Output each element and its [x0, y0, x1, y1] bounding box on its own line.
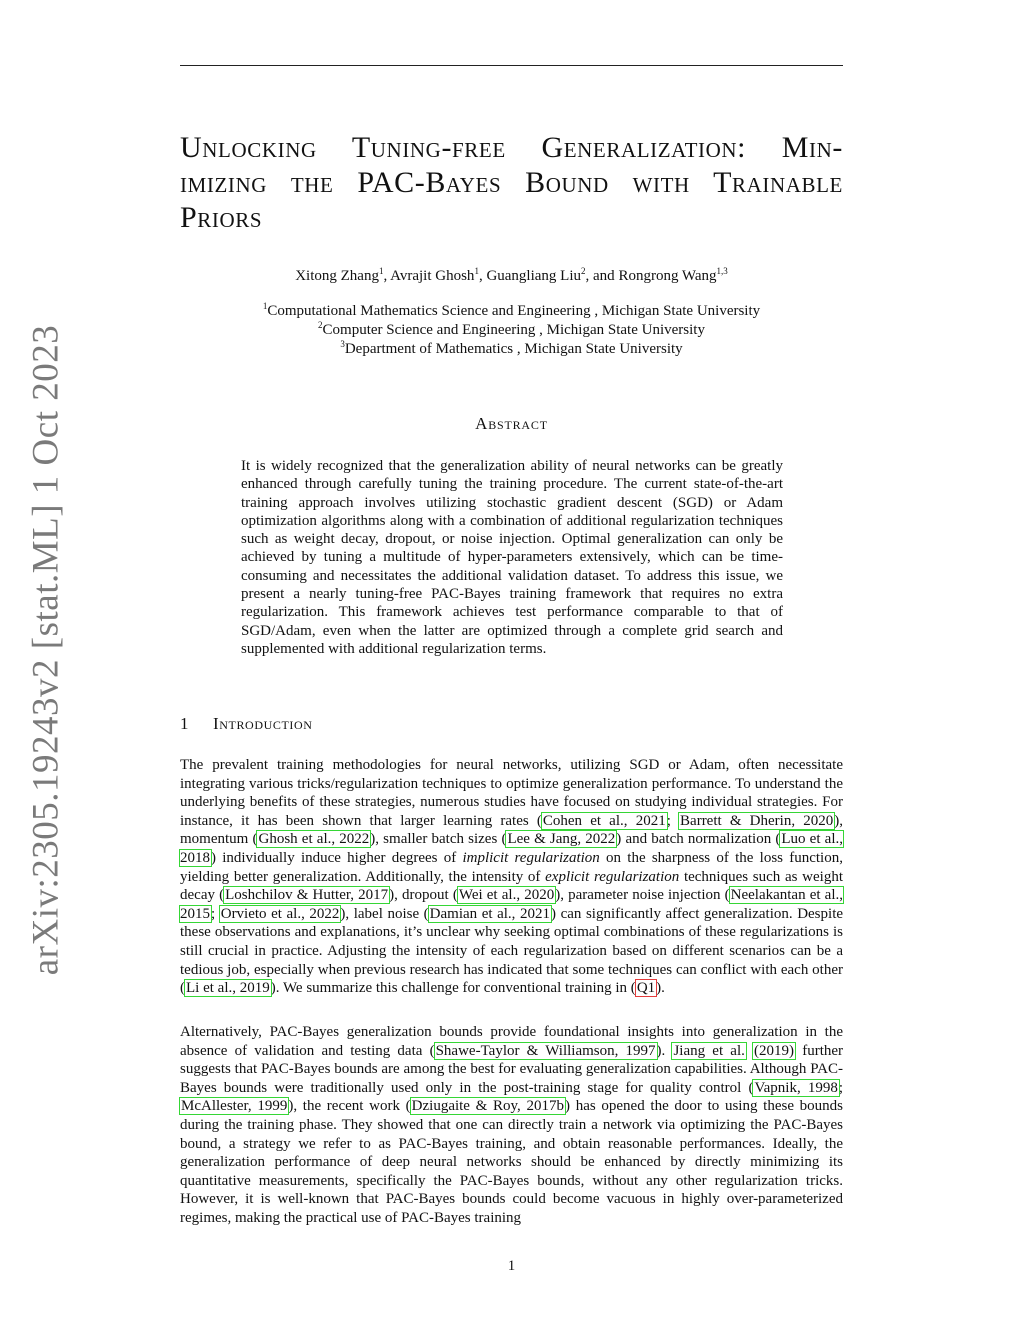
section-heading [180, 714, 843, 734]
citation-link[interactable]: Lee & Jang, 2022 [507, 831, 616, 848]
author-name: Xitong Zhang [295, 268, 379, 284]
emphasis: explicit regularization [545, 868, 680, 885]
citation-link[interactable]: Neelakantan et al., 2015 [180, 887, 844, 922]
author-affil-sup: 1 [378, 266, 384, 276]
title-line-2: imizing the PAC-Bayes Bound with Trainable [180, 166, 843, 199]
citation-link[interactable]: (2019) [754, 1042, 795, 1059]
affiliation: $^2$Computer Science and Engineering , Michigan State University [318, 320, 705, 338]
equation-ref-link[interactable]: Q1 [636, 980, 656, 997]
citation-link[interactable]: Damian et al., 2021 [429, 905, 551, 922]
citation-link[interactable]: Li et al., 2019 [186, 980, 270, 997]
citation-link[interactable]: McAllester, 1999 [181, 1098, 288, 1115]
citation-link[interactable]: Cohen et al., 2021 [542, 812, 666, 829]
citation-link[interactable]: Luo et al., 2018 [180, 831, 843, 866]
citation-link[interactable]: Wei et al., 2020 [458, 887, 555, 904]
affiliation: $^1$Computational Mathematics Science and Engineering , Michigan State University [262, 301, 761, 319]
paper-title [180, 130, 843, 235]
abstract-heading: Abstract [475, 414, 548, 433]
citation-link[interactable]: Ghosh et al., 2022 [258, 831, 370, 848]
citation-link[interactable]: Dziugaite & Roy, 2017b [411, 1098, 565, 1115]
section-title: Introduction [213, 714, 313, 733]
title-line-1: Unlocking Tuning-free Generalization: Min- [180, 131, 843, 164]
citation-link[interactable]: Loshchilov & Hutter, 2017 [225, 887, 389, 904]
citation-link[interactable]: Jiang et al. [673, 1042, 745, 1059]
section-number: 1 [180, 714, 190, 733]
author-name: Avrajit Ghosh [390, 268, 475, 284]
affiliation-list [180, 302, 843, 359]
page-number: 1 [507, 1258, 516, 1274]
affiliation: $^3$Department of Mathematics , Michigan State University [340, 339, 683, 357]
author-affil-sup: 1,3 [716, 266, 728, 276]
author-affil-sup: 2 [581, 266, 586, 276]
author-list: Xitong Zhang$^1$, Avrajit Ghosh$^1$, Guangliang Liu$^2$, and Rongrong Wang$^{1,3}$ [295, 266, 728, 284]
emphasis: implicit regularization [462, 849, 600, 866]
citation-link[interactable]: Shawe-Taylor & Williamson, 1997 [435, 1042, 656, 1059]
citation-link[interactable]: Orvieto et al., 2022 [220, 905, 340, 922]
author-affil-sup: 1 [474, 266, 479, 276]
citation-link[interactable]: Barrett & Dherin, 2020 [680, 812, 834, 829]
abstract-body: It is widely recognized that the generalization ability of neural networks can be greatly enhanced through carefully tuning the training procedure. The current state-of-the-art training approach involves utilizing stochastic gradient descent (SGD) or Adam optimization algorithms along with a combination of additional regularization techniques such as weight decay, dropout, or noise injection. Optimal generalization can only be achieved by tuning a multitude of hyper-parameters extensively, which can be time-consuming and necessitates the additional validation dataset. To address this issue, we present a nearly tuning-free PAC-Bayes training framework that requires no extra regularization. This framework achieves test performance comparable to that of SGD/Adam, even when the latter are optimized through a complete grid search and supplemented with additional regularization terms. [241, 458, 783, 657]
author-name: Guangliang Liu [486, 268, 582, 284]
arxiv-stamp: arXiv:2305.19243v2 [stat.ML] 1 Oct 2023 [25, 324, 67, 976]
title-line-3: Priors [180, 201, 263, 234]
author-name: Rongrong Wang [618, 268, 717, 284]
intro-paragraph-2: Alternatively, PAC-Bayes generalization bounds provide foundational insights into generalization in the absence of validation and testing data (Shawe-Taylor & Williamson, 1997). Jiang et al. (2019) further suggests that PAC-Bayes bounds are among the best for evaluating generalization capabilities. Although PAC-Bayes bounds were traditionally used only in the post-training stage for quality control (Vapnik, 1998; McAllester, 1999), the recent work (Dziugaite & Roy, 2017b) has opened the door to using these bounds during the training phase. They showed that one can directly train a network via optimizing the PAC-Bayes bound, a strategy we refer to as PAC-Bayes training, and obtain reasonable performances. Ideally, the generalization performance of deep neural networks should be enhanced by directly minimizing its quantitative measurements, specifically the PAC-Bayes bounds, without any other regularization tricks. However, it is well-known that PAC-Bayes bounds could become vacuous in highly over-parameterized regimes, making the practical use of PAC-Bayes training [180, 1024, 844, 1226]
top-rule [180, 65, 843, 66]
intro-paragraph-1: The prevalent training methodologies for neural networks, utilizing SGD or Adam, often necessitate integrating various tricks/regularization techniques to optimize generalization performance. To understand the underlying benefits of these strategies, numerous studies have focused on studying individual strategies. For instance, it has been shown that larger learning rates (Cohen et al., 2021; Barrett & Dherin, 2020), momentum (Ghosh et al., 2022), smaller batch sizes (Lee & Jang, 2022) and batch normalization (Luo et al., 2018) individually induce higher degrees of implicit regularization on the sharpness of the loss function, yielding better generalization. Additionally, the intensity of explicit regularization techniques such as weight decay (Loshchilov & Hutter, 2017), dropout (Wei et al., 2020), parameter noise injection (Neelakantan et al., 2015; Orvieto et al., 2022), label noise (Damian et al., 2021) can significantly affect generalization. Despite these observations and explanations, it’s unclear why seeking optimal combinations of these regularizations is still crucial in practice. Adjusting the intensity of each regularization based on different scenarios can be a tedious job, especially when previous research has indicated that some techniques can conflict with each other (Li et al., 2019). We summarize this challenge for conventional training in (Q1). [180, 757, 844, 997]
author-conjunction: and [593, 268, 615, 284]
citation-link[interactable]: Vapnik, 1998 [754, 1079, 838, 1096]
